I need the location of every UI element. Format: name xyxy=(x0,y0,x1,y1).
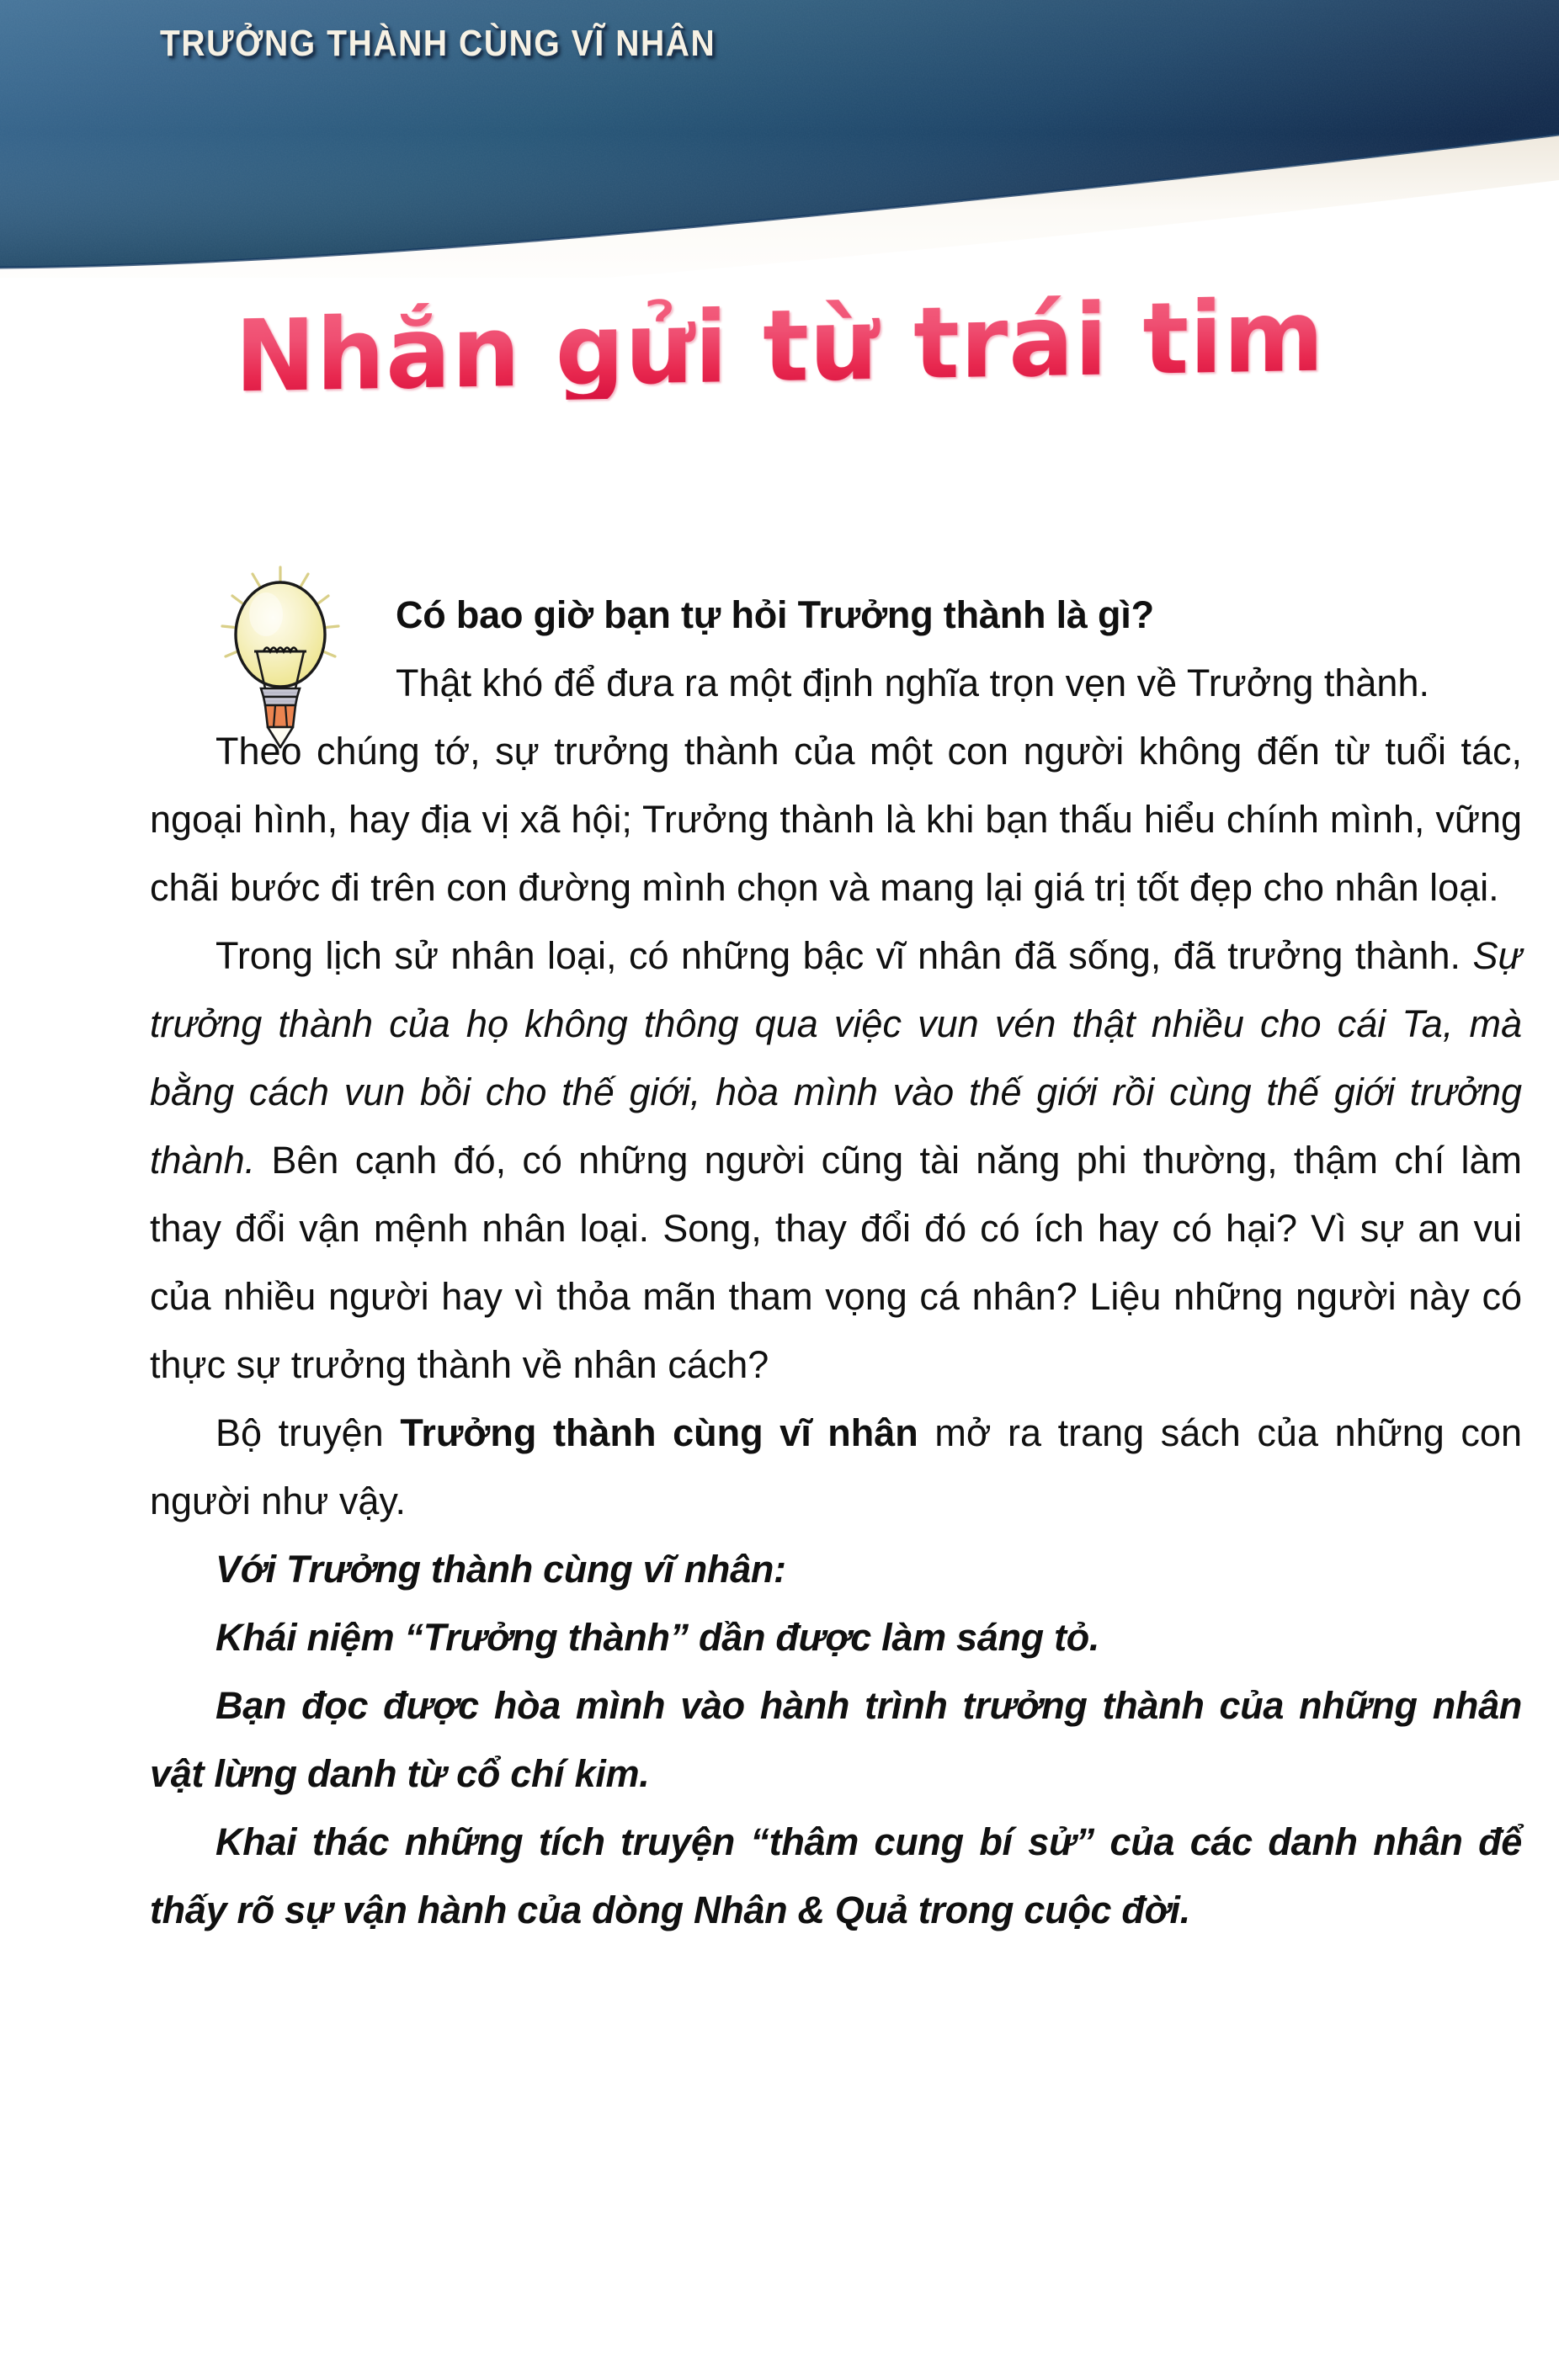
paragraph-7: Bạn đọc được hòa mình vào hành trình trưởng thành của những nhân vật lừng danh từ cổ chí kim. xyxy=(150,1684,1522,1795)
paragraph-2: Theo chúng tớ, sự trưởng thành của một con người không đến từ tuổi tác, ngoại hình, hay địa vị xã hội; Trưởng thành là khi bạn thấu hiểu chính mình, vững chãi bước đi trên con đường mình chọn và mang lại giá trị tốt đẹp cho nhân loại. xyxy=(150,730,1522,909)
paragraph-4-part-a: Bộ truyện xyxy=(215,1411,401,1454)
paragraph-4-part-b: mở ra trang sách của những con người như vậy. xyxy=(150,1411,1522,1522)
paragraph-3-part-b: Bên cạnh đó, có những người cũng tài năng phi thường, thậm chí làm thay đổi vận mệnh nhân loại. Song, thay đổi đó có ích hay có hại? Vì sự an vui của nhiều người hay vì thỏa mãn tham vọng cá nhân? Liệu những người này có thực sự trưởng thành về nhân cách? xyxy=(150,1139,1522,1386)
series-name-bold: Trưởng thành cùng vĩ nhân xyxy=(400,1411,918,1454)
paragraph-6: Khái niệm “Trưởng thành” dần được làm sáng tỏ. xyxy=(215,1616,1100,1659)
paragraph-3-part-a: Trong lịch sử nhân loại, có những bậc vĩ nhân đã sống, đã trưởng thành. xyxy=(215,934,1473,977)
header-band xyxy=(0,0,1559,278)
body-text xyxy=(150,581,1522,1944)
paragraph-3-italic: Sự trưởng thành của họ không thông qua việc vun vén thật nhiều cho cái Ta, mà bằng cách vun bồi cho thế giới, hòa mình vào thế giới rồi cùng thế giới trưởng thành. xyxy=(150,934,1522,1182)
paragraph-3 xyxy=(150,922,1522,1399)
paragraph-8: Khai thác những tích truyện “thâm cung bí sử” của các danh nhân để thấy rõ sự vận hành của dòng Nhân & Quả trong cuộc đời. xyxy=(150,1820,1522,1931)
lead-question: Có bao giờ bạn tự hỏi Trưởng thành là gì? xyxy=(396,593,1154,636)
page-title xyxy=(0,277,1559,415)
paragraph-1: Thật khó để đưa ra một định nghĩa trọn vẹn về Trưởng thành. xyxy=(396,661,1429,704)
paragraph-4 xyxy=(150,1399,1522,1535)
page-title-text: Nhắn gửi từ trái tim xyxy=(234,277,1325,415)
series-title: TRƯỞNG THÀNH CÙNG VĨ NHÂN xyxy=(160,24,716,65)
paragraph-5: Với Trưởng thành cùng vĩ nhân: xyxy=(215,1548,786,1591)
